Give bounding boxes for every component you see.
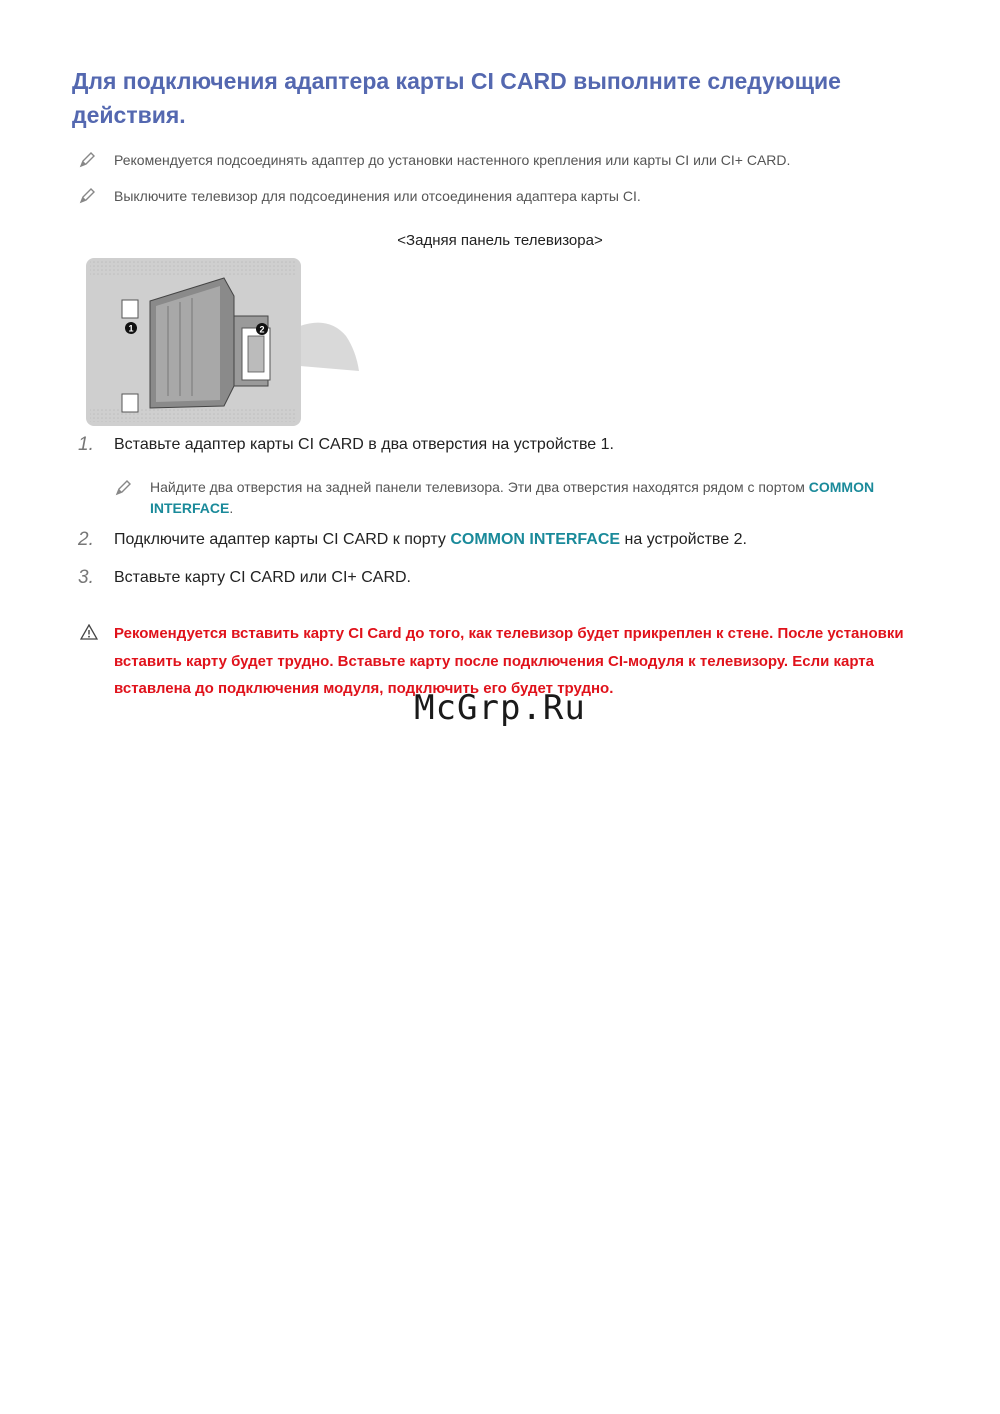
- sub-note-text: Найдите два отверстия на задней панели телевизора. Эти два отверстия находятся рядом с портом: [150, 479, 809, 495]
- warning-text: Рекомендуется вставить карту CI Card до того, как телевизор будет прикреплен к стене. После установки вставить карту будет трудно. Вставьте карту после подключения CI-модуля к телевизору. Если карта вставлена до подключения модуля, подключить его будет трудно.: [114, 625, 904, 697]
- figure-caption: <Задняя панель телевизора>: [397, 232, 603, 249]
- pencil-icon: [78, 187, 96, 205]
- step-number: 3.: [78, 567, 94, 588]
- sub-note: [114, 477, 944, 519]
- step-text: Вставьте адаптер карты CI CARD в два отверстия на устройстве 1.: [114, 436, 614, 453]
- step-number: 1.: [78, 434, 94, 455]
- warning-icon: [80, 624, 98, 640]
- page-title: Для подключения адаптера карты CI CARD выполните следующие действия.: [72, 68, 841, 128]
- common-interface-term: COMMON INTERFACE: [450, 531, 621, 548]
- note-text: Рекомендуется подсоединять адаптер до установки настенного крепления или карты CI или CI+ CARD.: [114, 152, 791, 168]
- tv-back-panel-illustration: [84, 256, 364, 428]
- common-interface-term: COMMON INTERFACE: [150, 479, 875, 516]
- step-text-end: на устройстве 2.: [620, 531, 747, 548]
- watermark: McGrp.Ru: [414, 688, 586, 728]
- pencil-icon: [78, 151, 96, 169]
- step-number: 2.: [78, 529, 94, 550]
- note-text: Выключите телевизор для подсоединения или отсоединения адаптера карты CI.: [114, 188, 641, 204]
- sub-note-end: .: [229, 500, 234, 516]
- marker-1: 1: [128, 323, 134, 334]
- pencil-icon: [114, 479, 132, 497]
- step-text: Подключите адаптер карты CI CARD к порту: [114, 531, 451, 548]
- step-text: Вставьте карту CI CARD или CI+ CARD.: [114, 569, 411, 586]
- marker-2: 2: [259, 324, 265, 335]
